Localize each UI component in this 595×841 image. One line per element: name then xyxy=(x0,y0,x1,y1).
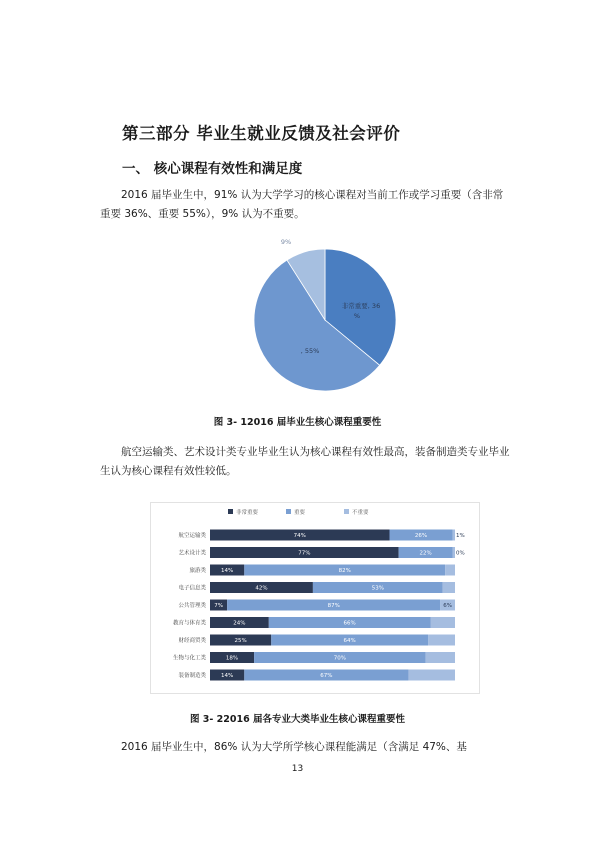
legend-swatch xyxy=(344,509,349,514)
legend-swatch xyxy=(286,509,291,514)
figure1-caption: 图 3- 12016 届毕业生核心课程重要性 xyxy=(213,417,382,428)
bar-data-label: 53% xyxy=(371,585,384,592)
bar-data-label: 70% xyxy=(333,655,346,662)
figure2-caption: 图 3- 22016 届各专业大类毕业生核心课程重要性 xyxy=(189,714,406,725)
legend-label: 非常重要 xyxy=(236,510,259,516)
pie-label-not-important: 9% xyxy=(280,238,292,246)
category-label: 艺术设计类 xyxy=(178,550,206,557)
bar-data-label: 87% xyxy=(327,603,340,609)
bar-data-label: 82% xyxy=(338,568,351,574)
legend-label: 重要 xyxy=(294,510,306,516)
bar-segment xyxy=(426,652,455,663)
bar-segment xyxy=(443,582,455,593)
page-number: 13 xyxy=(291,764,304,774)
bar-data-label: 74% xyxy=(293,533,306,539)
pie-label-important: , 55% xyxy=(300,347,320,355)
category-label: 生物与化工类 xyxy=(172,655,206,662)
core-course-importance-pie-chart xyxy=(240,235,410,405)
bar-data-label: 18% xyxy=(225,655,239,662)
bar-segment xyxy=(408,670,455,681)
bar-segment xyxy=(428,635,455,646)
major-category-importance-bar-chart xyxy=(150,502,480,694)
paragraph-core-course-importance: 2016 届毕业生中，91% 认为大学学习的核心课程对当前工作或学习重要（含非常重要 36%、重要 55%），9% 认为不重要。 xyxy=(100,189,504,220)
bar-data-label: 14% xyxy=(221,568,234,574)
category-label: 公共管理类 xyxy=(178,603,206,609)
bar-segment xyxy=(453,547,455,558)
pie-label-very-important: 非常重要, 36 xyxy=(341,302,381,310)
bar-data-label: 25% xyxy=(234,638,247,644)
category-label: 教育与体育类 xyxy=(172,620,206,627)
paragraph-course-satisfaction: 2016 届毕业生中，86% 认为大学所学核心课程能满足（含满足 47%、基 xyxy=(121,741,467,753)
bar-segment xyxy=(453,530,455,541)
legend-swatch xyxy=(228,509,233,514)
category-label: 电子信息类 xyxy=(178,585,206,592)
pie-label-very-important: % xyxy=(353,312,361,320)
bar-data-label: 24% xyxy=(233,620,246,627)
bar-data-label: 67% xyxy=(320,673,333,679)
legend-label: 不重要 xyxy=(352,510,369,516)
bar-data-label: 64% xyxy=(343,638,356,644)
bar-data-label: 0% xyxy=(456,550,465,557)
bar-data-label: 66% xyxy=(343,620,356,627)
bar-data-label: 42% xyxy=(255,585,268,592)
category-label: 财经商贸类 xyxy=(178,638,206,644)
bar-data-label: 22% xyxy=(419,550,432,557)
bar-data-label: 26% xyxy=(414,533,428,539)
section-title: 第三部分 毕业生就业反馈及社会评价 xyxy=(122,124,401,143)
bar-segment xyxy=(431,617,456,628)
bar-data-label: 7% xyxy=(214,603,223,609)
category-label: 装备制造类 xyxy=(178,673,206,679)
subsection-title: 一、 核心课程有效性和满足度 xyxy=(122,161,303,177)
bar-data-label: 6% xyxy=(443,603,453,609)
bar-segment xyxy=(445,565,455,576)
bar-data-label: 77% xyxy=(298,550,311,557)
bar-data-label: 14% xyxy=(221,673,234,679)
paragraph-major-categories: 航空运输类、艺术设计类专业毕业生认为核心课程有效性最高，装备制造类专业毕业生认为核心课程有效性较低。 xyxy=(100,446,510,477)
category-label: 旅游类 xyxy=(189,568,206,574)
category-label: 航空运输类 xyxy=(178,533,206,539)
bar-data-label: 1% xyxy=(456,533,465,539)
